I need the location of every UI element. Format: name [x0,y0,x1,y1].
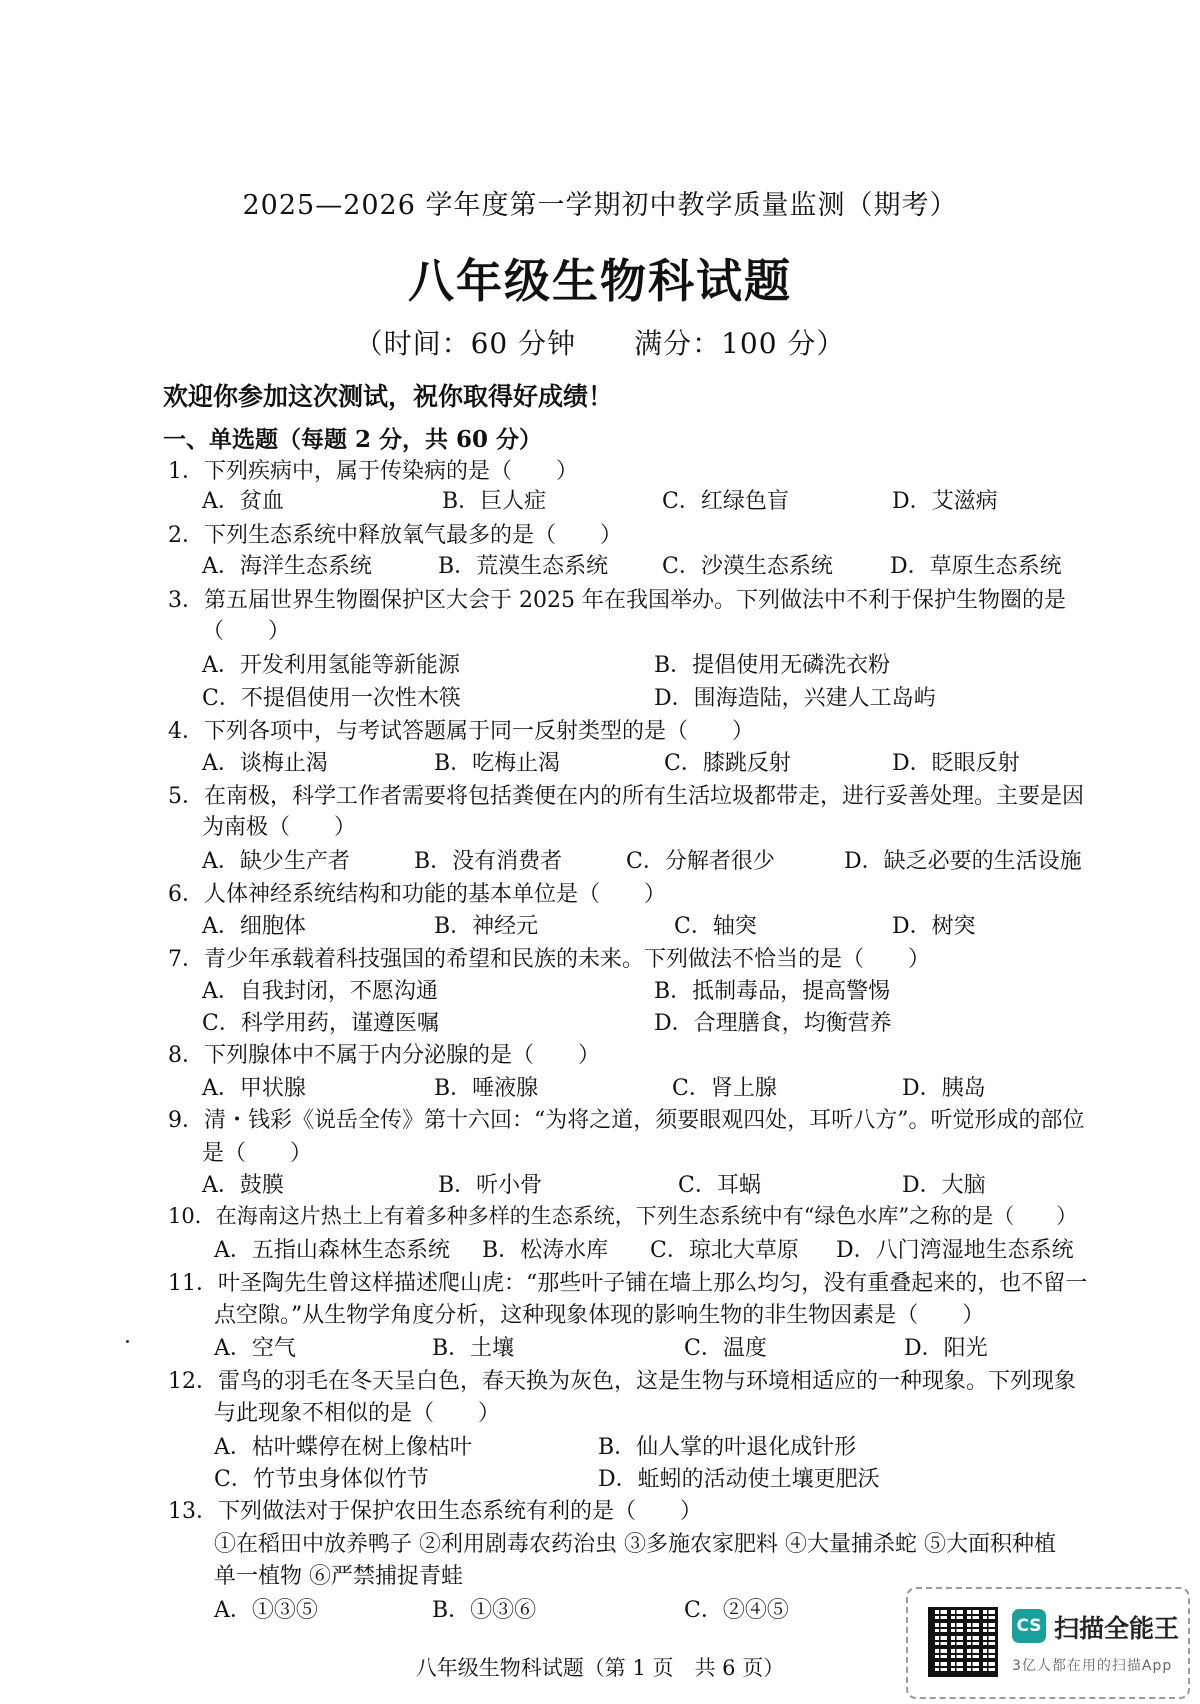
question-3-options-row1 [202,648,1082,678]
question-8-option-a: A．甲状腺 [202,1076,306,1101]
question-1-option-c: C．红绿色盲 [662,489,789,514]
question-8-option-c: C．肾上腺 [672,1076,777,1101]
time-score-line: （时间：60 分钟 满分：100 分） [354,327,846,360]
question-9-stem-continued: 是（ ） [202,1141,313,1166]
question-2-option-a: A．海洋生态系统 [202,554,372,579]
question-4-option-c: C．膝跳反射 [664,751,791,776]
question-4-option-a: A．谈梅止渴 [202,751,328,776]
question-1-options [202,484,1082,514]
question-6-options [202,909,1082,939]
question-11-option-b: B．土壤 [432,1336,515,1361]
question-1-stem: 1．下列疾病中，属于传染病的是（ ） [168,459,578,484]
question-7-options-row1 [202,974,1082,1004]
question-5-stem-continued: 为南极（ ） [202,815,357,840]
page-title: 八年级生物科试题 [408,254,792,308]
watermark-tagline: 3亿人都在用的扫描App [1012,1658,1173,1674]
question-6-stem: 6．人体神经系统结构和功能的基本单位是（ ） [168,882,666,907]
question-4-option-b: B．吃梅止渴 [434,751,561,776]
question-7-stem: 7．青少年承载着科技强国的希望和民族的未来。下列做法不恰当的是（ ） [168,947,930,972]
page-footer: 八年级生物科试题（第 1 页 共 6 页） [415,1656,785,1680]
question-10-options [214,1233,1094,1263]
question-2-option-b: B．荒漠生态系统 [438,554,609,579]
question-12-stem-continued: 与此现象不相似的是（ ） [214,1401,501,1426]
watermark-app-name: 扫描全能王 [1054,1614,1180,1643]
question-7-option-b: B．抵制毒品，提高警惕 [654,979,891,1004]
question-12-option-c: C．竹节虫身体似竹节 [214,1467,429,1492]
question-8-options [202,1071,1082,1101]
question-5-option-b: B．没有消费者 [414,849,563,874]
question-8-option-d: D．胰岛 [902,1076,986,1101]
question-13-statements: ①在稻田中放养鸭子 ②利用剧毒农药治虫 ③多施农家肥料 ④大量捕杀蛇 ⑤大面积种植 [214,1532,1056,1557]
question-4-option-d: D．眨眼反射 [892,751,1020,776]
question-3-stem-continued: （ ） [202,619,291,644]
question-13-option-c: C．②④⑤ [684,1598,789,1623]
question-5-option-d: D．缺乏必要的生活设施 [844,849,1082,874]
question-13-statements-continued: 单一植物 ⑥严禁捕捉青蛙 [214,1564,463,1589]
scanner-watermark [906,1587,1190,1699]
question-3-options-row2 [202,681,1082,711]
question-5-option-a: A．缺少生产者 [202,849,350,874]
question-12-option-b: B．仙人掌的叶退化成针形 [598,1435,857,1460]
camscanner-logo: CS [1012,1609,1046,1643]
question-9-stem: 9．清・钱彩《说岳全传》第十六回：“为将之道，须要眼观四处，耳听八方”。听觉形成的部位 [168,1108,1085,1133]
question-12-options-row2 [214,1462,1094,1492]
question-10-option-c: C．琼北大草原 [650,1238,799,1263]
question-9-option-a: A．鼓膜 [202,1173,284,1198]
question-5-option-c: C．分解者很少 [626,849,775,874]
question-11-option-d: D．阳光 [904,1336,988,1361]
question-10-stem: 10．在海南这片热土上有着多种多样的生态系统，下列生态系统中有“绿色水库”之称的是（ ） [168,1204,1078,1228]
question-8-option-b: B．唾液腺 [434,1076,539,1101]
question-12-option-a: A．枯叶蝶停在树上像枯叶 [214,1435,472,1460]
question-6-option-b: B．神经元 [434,914,539,939]
question-10-option-d: D．八门湾湿地生态系统 [836,1238,1074,1263]
section-heading: 一、单选题（每题 2 分，共 60 分） [163,426,543,453]
question-6-option-d: D．树突 [892,914,976,939]
question-9-options [202,1168,1082,1198]
question-3-option-a: A．开发利用氢能等新能源 [202,653,460,678]
question-6-option-c: C．轴突 [674,914,757,939]
question-13-option-a: A．①③⑤ [214,1598,318,1623]
greeting-text: 欢迎你参加这次测试，祝你取得好成绩！ [163,382,614,411]
question-5-stem: 5．在南极，科学工作者需要将包括粪便在内的所有生活垃圾都带走，进行妥善处理。主要是因 [168,784,1085,809]
question-2-option-c: C．沙漠生态系统 [662,554,833,579]
question-11-option-a: A．空气 [214,1336,296,1361]
question-9-option-d: D．大脑 [902,1173,986,1198]
question-4-options [202,746,1082,776]
question-7-option-c: C．科学用药，谨遵医嘱 [202,1011,439,1036]
question-9-option-c: C．耳蜗 [678,1173,761,1198]
question-3-option-c: C．不提倡使用一次性木筷 [202,686,461,711]
question-13-stem: 13．下列做法对于保护农田生态系统有利的是（ ） [168,1499,702,1524]
question-2-option-d: D．草原生态系统 [890,554,1062,579]
question-5-options [202,844,1082,874]
question-1-option-d: D．艾滋病 [892,489,998,514]
question-3-option-d: D．围海造陆，兴建人工岛屿 [654,686,936,711]
scan-speck [126,1340,129,1343]
question-1-option-b: B．巨人症 [442,489,547,514]
question-7-option-a: A．自我封闭，不愿沟通 [202,979,438,1004]
qr-code-icon [928,1607,998,1677]
question-12-options-row1 [214,1430,1094,1460]
question-10-option-a: A．五指山森林生态系统 [214,1238,450,1263]
question-2-stem: 2．下列生态系统中释放氧气最多的是（ ） [168,523,622,548]
question-4-stem: 4．下列各项中，与考试答题属于同一反射类型的是（ ） [168,719,754,744]
question-7-option-d: D．合理膳食，均衡营养 [654,1011,892,1036]
question-11-option-c: C．温度 [684,1336,767,1361]
question-11-stem-continued: 点空隙。”从生物学角度分析，这种现象体现的影响生物的非生物因素是（ ） [214,1303,985,1328]
question-10-option-b: B．松涛水库 [482,1238,609,1263]
question-6-option-a: A．细胞体 [202,914,306,939]
question-9-option-b: B．听小骨 [438,1173,543,1198]
question-7-options-row2 [202,1006,1082,1036]
question-11-options [214,1331,1094,1361]
question-1-option-a: A．贫血 [202,489,284,514]
exam-header-line: 2025—2026 学年度第一学期初中教学质量监测（期考） [242,190,958,221]
question-3-stem: 3．第五届世界生物圈保护区大会于 2025 年在我国举办。下列做法中不利于保护生物圈的是 [168,588,1066,613]
question-3-option-b: B．提倡使用无磷洗衣粉 [654,653,891,678]
question-13-option-b: B．①③⑥ [432,1598,537,1623]
question-11-stem: 11．叶圣陶先生曾这样描述爬山虎：“那些叶子铺在墙上那么均匀，没有重叠起来的，也不留一 [168,1271,1088,1296]
question-2-options [202,549,1082,579]
question-12-stem: 12．雷鸟的羽毛在冬天呈白色，春天换为灰色，这是生物与环境相适应的一种现象。下列现象 [168,1369,1076,1394]
question-12-option-d: D．蚯蚓的活动使土壤更肥沃 [598,1467,880,1492]
question-8-stem: 8．下列腺体中不属于内分泌腺的是（ ） [168,1043,600,1068]
